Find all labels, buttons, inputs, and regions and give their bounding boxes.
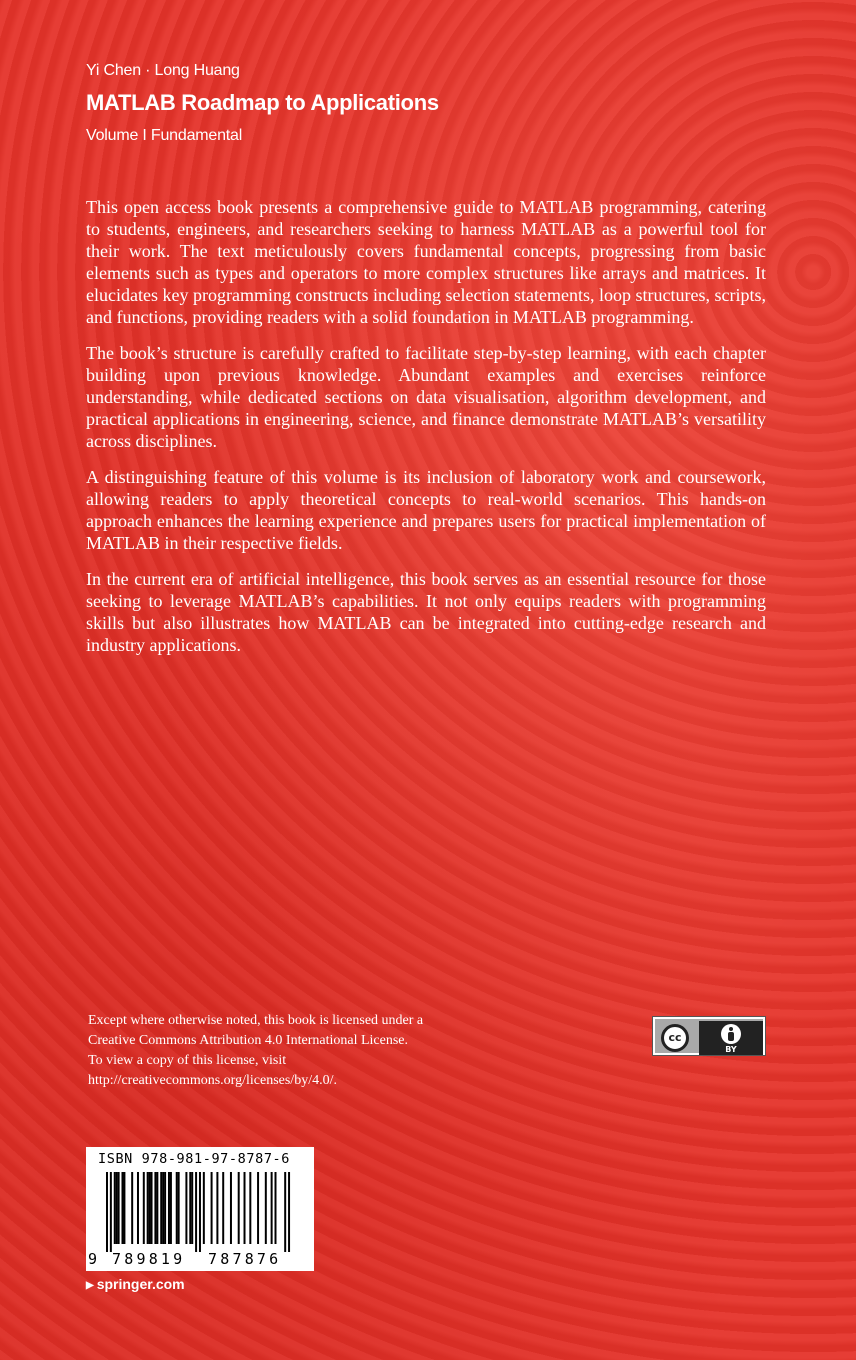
barcode-bar (151, 1172, 153, 1244)
barcode-bar (230, 1172, 232, 1244)
book-title: MATLAB Roadmap to Applications (86, 90, 439, 115)
barcode-bar (137, 1172, 139, 1244)
license-line: Creative Commons Attribution 4.0 International License. (88, 1033, 408, 1048)
barcode-bar (195, 1172, 197, 1252)
cc-icon: cc (661, 1024, 689, 1052)
barcode-bar (288, 1172, 290, 1252)
attribution-person-icon (721, 1024, 741, 1044)
blurb-paragraph: In the current era of artificial intelligence, this book serves as an essential resource for those seeking to leverage MATLAB’s capabilities. It not only equips readers with programming skills but also illustrates how MATLAB can be integrated into cutting-edge research and industry applications. (86, 569, 766, 655)
barcode-bar (162, 1172, 164, 1244)
barcode-bar (147, 1172, 149, 1244)
book-subtitle: Volume I Fundamental (86, 127, 243, 144)
barcode-bar (110, 1172, 112, 1252)
barcode-bar (257, 1172, 259, 1244)
barcode-bar (211, 1172, 213, 1244)
barcode-bar (168, 1172, 170, 1244)
authors: Yi Chen · Long Huang (86, 62, 240, 79)
license-url[interactable]: http://creativecommons.org/licenses/by/4.0/. (88, 1073, 337, 1088)
barcode-bar (170, 1172, 172, 1244)
barcode-bar (222, 1172, 224, 1244)
barcode-bar (106, 1172, 108, 1252)
barcode-bar (275, 1172, 277, 1244)
barcode-bar (160, 1172, 162, 1244)
cc-badge-background (655, 1019, 763, 1053)
barcode-bar (123, 1172, 125, 1244)
barcode-bars (98, 1172, 298, 1252)
license-line: Except where otherwise noted, this book is licensed under a (88, 1013, 424, 1028)
attribution-box (699, 1021, 763, 1055)
barcode-bar (114, 1172, 116, 1244)
cc-by-badge[interactable] (652, 1016, 766, 1056)
blurb (86, 196, 766, 670)
blurb-paragraph: A distinguishing feature of this volume is its inclusion of laboratory work and coursework, allowing readers to apply theoretical concepts to real-world scenarios. This hands-on approach enhances the learning experience and prepares users for practical implementation of MATLAB in their respective fields. (86, 467, 766, 553)
barcode-digits-left: 789819 (112, 1250, 186, 1268)
barcode-bar (191, 1172, 193, 1244)
barcode-bar (178, 1172, 180, 1244)
barcode-digit-lead: 9 (88, 1250, 98, 1268)
barcode-digits-right: 787876 (208, 1250, 282, 1268)
by-label: BY (725, 1045, 737, 1054)
barcode-bar (185, 1172, 187, 1244)
barcode-bar (203, 1172, 205, 1244)
barcode-bar (176, 1172, 178, 1244)
barcode-bar (249, 1172, 251, 1244)
barcode-bar (164, 1172, 166, 1244)
barcode-bar (131, 1172, 133, 1244)
barcode-bar (149, 1172, 151, 1244)
license-line: To view a copy of this license, visit (88, 1053, 287, 1068)
barcode-bar (199, 1172, 201, 1252)
barcode-bar (154, 1172, 156, 1244)
triangle-right-icon: ▶ (86, 1280, 94, 1291)
barcode-bar (156, 1172, 158, 1244)
barcode-bar (265, 1172, 267, 1244)
barcode-bar (244, 1172, 246, 1244)
publisher-link[interactable] (86, 1276, 185, 1292)
barcode-bar (216, 1172, 218, 1244)
blurb-paragraph: The book’s structure is carefully crafted to facilitate step-by-step learning, with each chapter building upon previous knowledge. Abundant examples and exercises reinforce understanding, while dedicated sections on data visualisation, algorithm development, and practical applications in engineering, science, and finance demonstrate MATLAB’s versatility across disciplines. (86, 343, 766, 451)
isbn-barcode (86, 1147, 314, 1271)
barcode-bar (238, 1172, 240, 1244)
barcode-bar (121, 1172, 123, 1244)
blurb-paragraph: This open access book presents a comprehensive guide to MATLAB programming, catering to students, engineers, and researchers seeking to harness MATLAB as a powerful tool for their work. The text meticulously covers fundamental concepts, progressing from basic elements such as types and operators to more complex structures like arrays and matrices. It elucidates key programming constructs including selection statements, loop structures, scripts, and functions, providing readers with a solid foundation in MATLAB programming. (86, 197, 766, 327)
barcode-bar (116, 1172, 118, 1244)
publisher-website: springer.com (96, 1276, 185, 1292)
barcode-bar (143, 1172, 145, 1244)
barcode-bar (284, 1172, 286, 1252)
barcode-bar (118, 1172, 120, 1244)
barcode-bar (189, 1172, 191, 1244)
isbn-text: ISBN 978-981-97-8787-6 (98, 1151, 291, 1167)
license-notice (88, 1011, 518, 1091)
barcode-bar (271, 1172, 273, 1244)
